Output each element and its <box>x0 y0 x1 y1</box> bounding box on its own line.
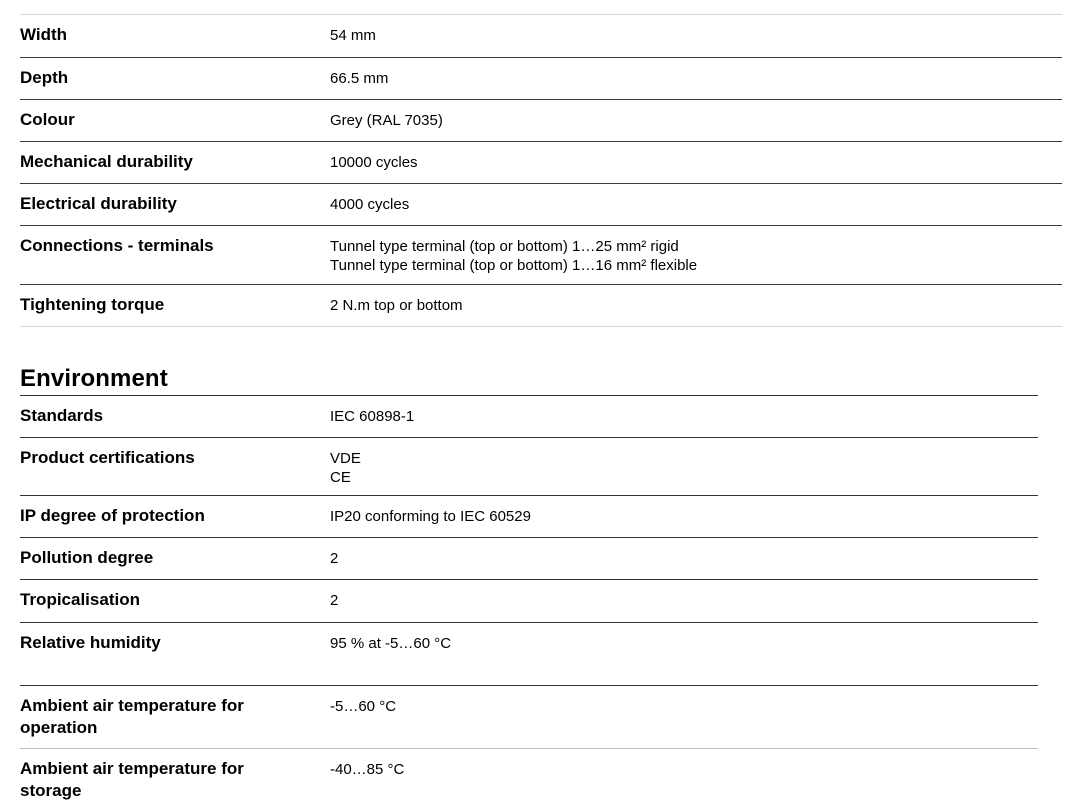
specification-table <box>20 0 1062 327</box>
row-label: Pollution degree <box>20 548 154 567</box>
row-label: Relative humidity <box>20 633 161 652</box>
row-value-line: Grey (RAL 7035) <box>330 112 443 129</box>
table-row-colour <box>20 99 1062 131</box>
row-label: Connections - terminals <box>20 236 214 255</box>
row-label: Width <box>20 25 68 44</box>
row-value <box>330 685 1038 739</box>
table-row-ip-degree-of-protection <box>20 495 1038 527</box>
row-value-line: Tunnel type terminal (top or bottom) 1…25 mm² rigid <box>330 238 679 255</box>
table-row-tightening-torque <box>20 284 1062 316</box>
row-value <box>330 495 1038 527</box>
table-row-pollution-degree <box>20 537 1038 569</box>
row-value-line: -40…85 °C <box>330 761 405 778</box>
row-label: Colour <box>20 110 75 129</box>
table-row-depth <box>20 57 1062 89</box>
table-row-connections-terminals <box>20 225 1062 275</box>
table-row-electrical-durability <box>20 183 1062 215</box>
row-label: Product certifications <box>20 448 195 467</box>
row-value-line: VDE <box>330 450 361 467</box>
table-row-ambient-air-temperature-for-operation <box>20 685 1038 739</box>
row-value-line: 4000 cycles <box>330 196 410 213</box>
row-label: Ambient air temperature for operation <box>20 696 244 737</box>
row-value <box>330 99 1062 131</box>
row-value <box>330 579 1038 611</box>
row-value <box>330 225 1062 275</box>
row-value-line: IP20 conforming to IEC 60529 <box>330 508 531 525</box>
row-label: Electrical durability <box>20 194 177 213</box>
row-value <box>330 537 1038 569</box>
row-value-line: 95 % at -5…60 °C <box>330 635 452 652</box>
row-value <box>330 622 1038 654</box>
row-value <box>330 183 1062 215</box>
row-value-line: IEC 60898-1 <box>330 408 415 425</box>
row-value-line: 10000 cycles <box>330 154 418 171</box>
table-row-product-certifications <box>20 437 1038 487</box>
environment-table <box>20 395 1038 800</box>
row-value-line: 66.5 mm <box>330 70 389 87</box>
row-label: Depth <box>20 68 69 87</box>
row-label: Standards <box>20 406 104 425</box>
row-label: Tropicalisation <box>20 590 140 609</box>
row-value <box>330 395 1038 427</box>
row-label: Mechanical durability <box>20 152 193 171</box>
row-value-line: 2 <box>330 550 339 567</box>
section-title-environment: Environment <box>20 365 168 392</box>
row-value-line: 2 <box>330 592 339 609</box>
row-value <box>330 284 1062 316</box>
table-row-mechanical-durability <box>20 141 1062 173</box>
row-value-line: -5…60 °C <box>330 698 397 715</box>
row-value <box>330 437 1038 487</box>
table-row-ambient-air-temperature-for-storage <box>20 748 1038 802</box>
table-row-width <box>20 14 1062 46</box>
row-value <box>330 748 1038 802</box>
row-value-line: 2 N.m top or bottom <box>330 297 463 314</box>
row-label: IP degree of protection <box>20 506 205 525</box>
row-label: Tightening torque <box>20 295 165 314</box>
table-row-relative-humidity <box>20 622 1038 654</box>
row-value-line: Tunnel type terminal (top or bottom) 1…16 mm² flexible <box>330 257 698 274</box>
row-value <box>330 57 1062 89</box>
table-row-standards <box>20 395 1038 427</box>
row-label: Ambient air temperature for storage <box>20 759 244 800</box>
row-divider <box>20 326 1062 327</box>
row-value-line: CE <box>330 469 351 486</box>
row-value-line: 54 mm <box>330 27 376 44</box>
row-value <box>330 141 1062 173</box>
row-value <box>330 14 1062 46</box>
table-row-tropicalisation <box>20 579 1038 611</box>
